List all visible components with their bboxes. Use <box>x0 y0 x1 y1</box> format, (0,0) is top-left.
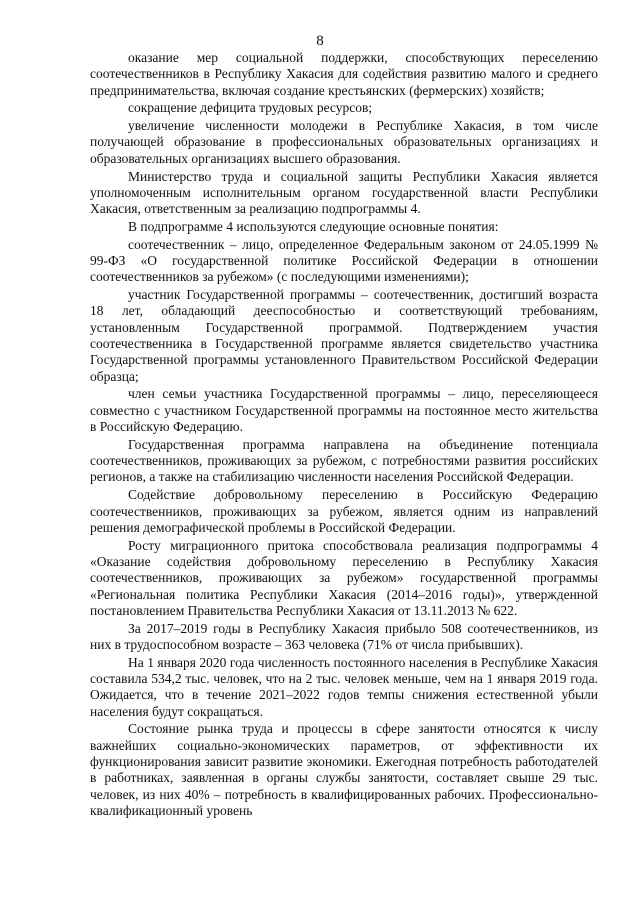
paragraph: Содействие добровольному переселению в Российскую Федерацию соотечественников, проживающих за рубежом, является одним из направлений решения демографической проблемы в Российской Федерации. <box>90 487 598 535</box>
paragraph: На 1 января 2020 года численность постоянного населения в Республике Хакасия составила 534,2 тыс. человек, что на 2 тыс. человек меньше, чем на 1 января 2019 года. Ожидается, что в течение 2021–2022 годов темпы снижения естественной убыли населения будут сокращаться. <box>90 654 598 719</box>
paragraph: оказание мер социальной поддержки, способствующих переселению соотечественников в Республику Хакасия для содействия развитию малого и среднего предпринимательства, включая создание крестьянских (фермерских) хозяйств; <box>90 50 598 98</box>
paragraph: Росту миграционного притока способствовала реализация подпрограммы 4 «Оказание содействия добровольному переселению в Республику Хакасия соотечественников, проживающих за рубежом» государственной программы «Региональная политика Республики Хакасия (2014–2016 годы)», утвержденной постановлением Правительства Республики Хакасия от 13.11.2013 № 622. <box>90 537 598 618</box>
paragraph: член семьи участника Государственной программы – лицо, переселяющееся совместно с участником Государственной программы на постоянное место жительства в Российскую Федерацию. <box>90 386 598 435</box>
paragraph: участник Государственной программы – соотечественник, достигший возраста 18 лет, обладающий дееспособностью и соответствующий требованиям, установленным Государственной программой. Подтверждением участия соотечественника в Государственной программе является свидетельство участника Государственной программы установленного Правительством Российской Федерации образца; <box>90 287 598 384</box>
paragraph: соотечественник – лицо, определенное Федеральным законом от 24.05.1999 № 99-ФЗ «О государственной политике Российской Федерации в отношении соотечественников за рубежом» (с последующими изменениями); <box>90 236 598 285</box>
paragraph: В подпрограмме 4 используются следующие основные понятия: <box>128 218 499 234</box>
paragraph: За 2017–2019 годы в Республику Хакасия прибыло 508 соотечественников, из них в трудоспособном возрасте – 363 человека (71% от числа прибывших). <box>90 620 598 652</box>
body-text <box>90 50 598 821</box>
page-number: 8 <box>316 33 324 49</box>
paragraph: сокращение дефицита трудовых ресурсов; <box>128 100 373 116</box>
paragraph: Состояние рынка труда и процессы в сфере занятости относятся к числу важнейших социально-экономических параметров, от эффективности их функционирования зависит развитие экономики. Ежегодная потребность работодателей в работниках, заявленная в органы службы занятости, составляет свыше 29 тыс. человек, из них 40% – потребность в квалифицированных рабочих. Профессионально-квалификационный уровень <box>90 721 598 818</box>
paragraph: увеличение численности молодежи в Республике Хакасия, в том числе получающей образование в профессиональных образовательных организациях и образовательных организациях высшего образования. <box>90 118 598 166</box>
paragraph: Государственная программа направлена на объединение потенциала соотечественников, проживающих за рубежом, с потребностями развития российских регионов, а также на стабилизацию численности населения Российской Федерации. <box>90 436 598 485</box>
paragraph: Министерство труда и социальной защиты Республики Хакасия является уполномоченным исполнительным органом государственной власти Республики Хакасия, ответственным за реализацию подпрограммы 4. <box>90 168 598 217</box>
